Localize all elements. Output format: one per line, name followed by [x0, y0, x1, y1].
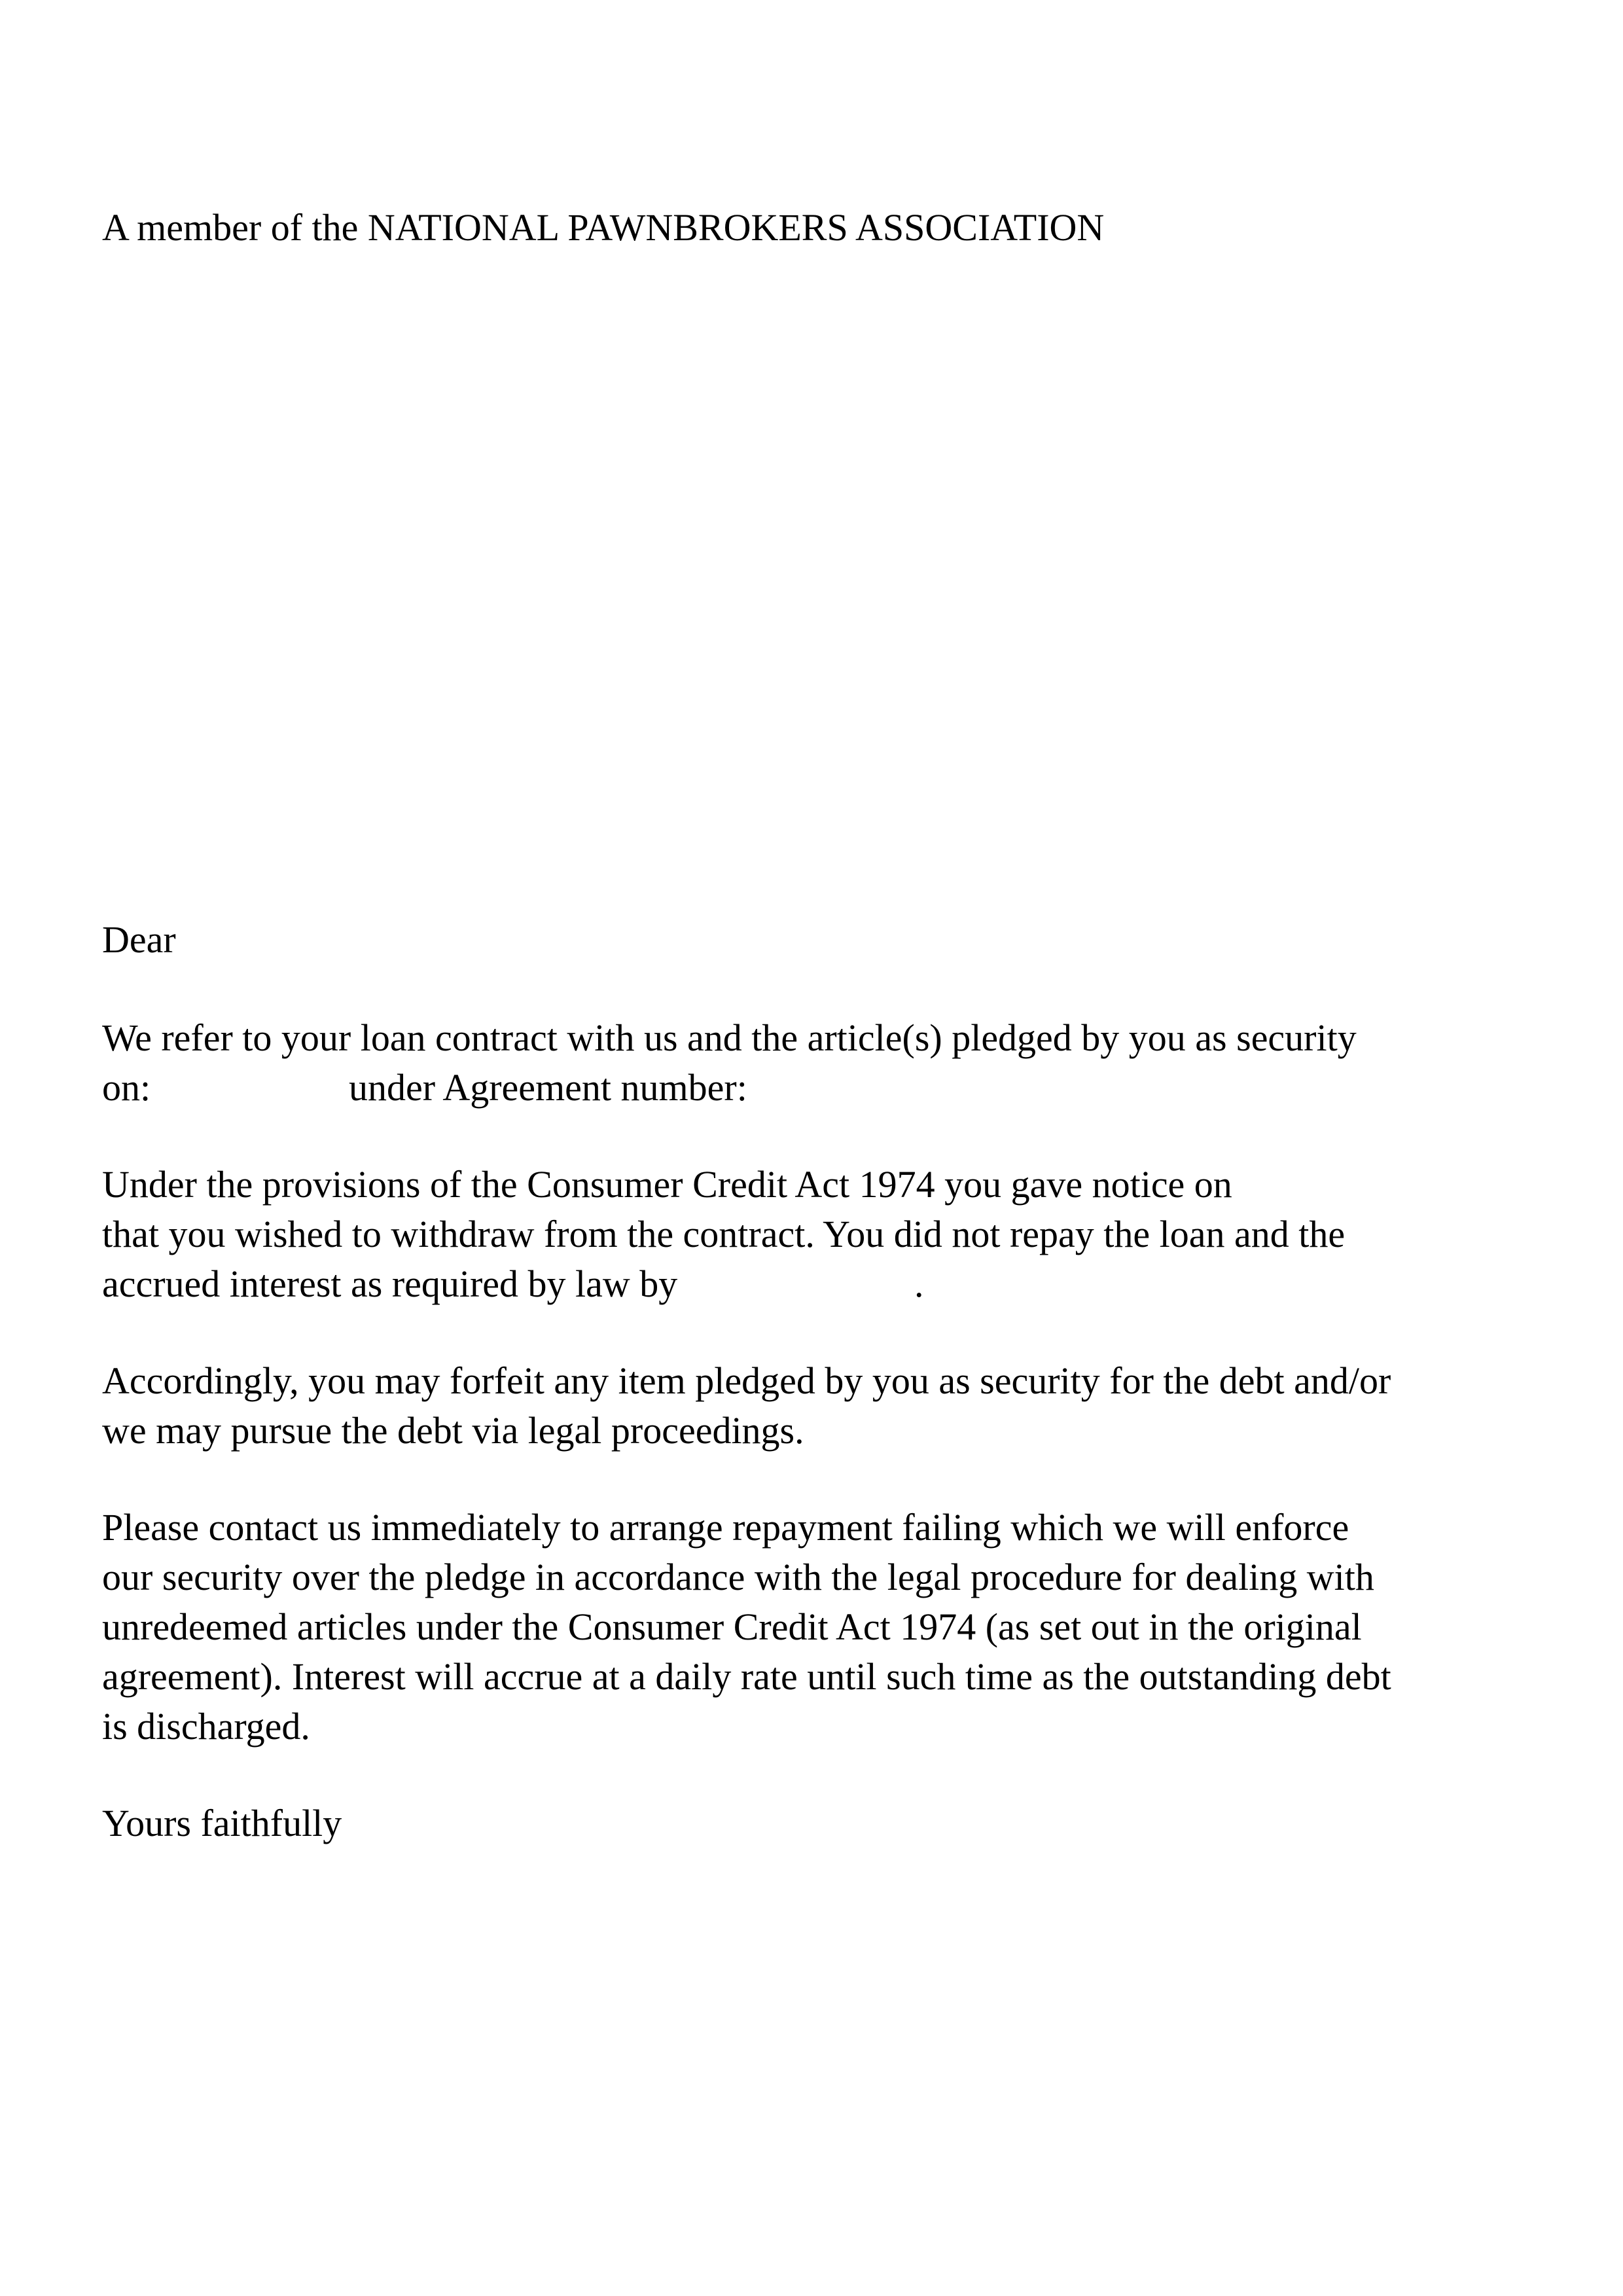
paragraph-4-line-1: Please contact us immediately to arrange repayment failing which we will enforce	[102, 1506, 1349, 1549]
paragraph-4-line-2: our security over the pledge in accordance with the legal procedure for dealing with	[102, 1556, 1374, 1598]
salutation: Dear	[102, 918, 176, 961]
closing: Yours faithfully	[102, 1802, 342, 1844]
paragraph-4-line-4: agreement). Interest will accrue at a daily rate until such time as the outstanding debt	[102, 1655, 1391, 1698]
paragraph-2-line-3-start: accrued interest as required by law by	[102, 1263, 678, 1305]
paragraph-4-line-5: is discharged.	[102, 1705, 310, 1748]
paragraph-3-line-2: we may pursue the debt via legal proceedings.	[102, 1409, 804, 1452]
paragraph-4-line-3: unredeemed articles under the Consumer Credit Act 1974 (as set out in the original	[102, 1605, 1362, 1648]
paragraph-1-line-2-start: on:	[102, 1066, 151, 1109]
paragraph-2-line-1: Under the provisions of the Consumer Credit Act 1974 you gave notice on	[102, 1163, 1232, 1206]
paragraph-2-line-2: that you wished to withdraw from the contract. You did not repay the loan and the	[102, 1213, 1346, 1255]
paragraph-3-line-1: Accordingly, you may forfeit any item pledged by you as security for the debt and/or	[102, 1359, 1391, 1402]
paragraph-1-line-1: We refer to your loan contract with us and the article(s) pledged by you as security	[102, 1016, 1357, 1059]
paragraph-1-line-2-end: under Agreement number:	[349, 1066, 747, 1109]
paragraph-2-line-3-end: .	[914, 1263, 924, 1305]
association-membership-line: A member of the NATIONAL PAWNBROKERS ASSOCIATION	[102, 206, 1105, 249]
